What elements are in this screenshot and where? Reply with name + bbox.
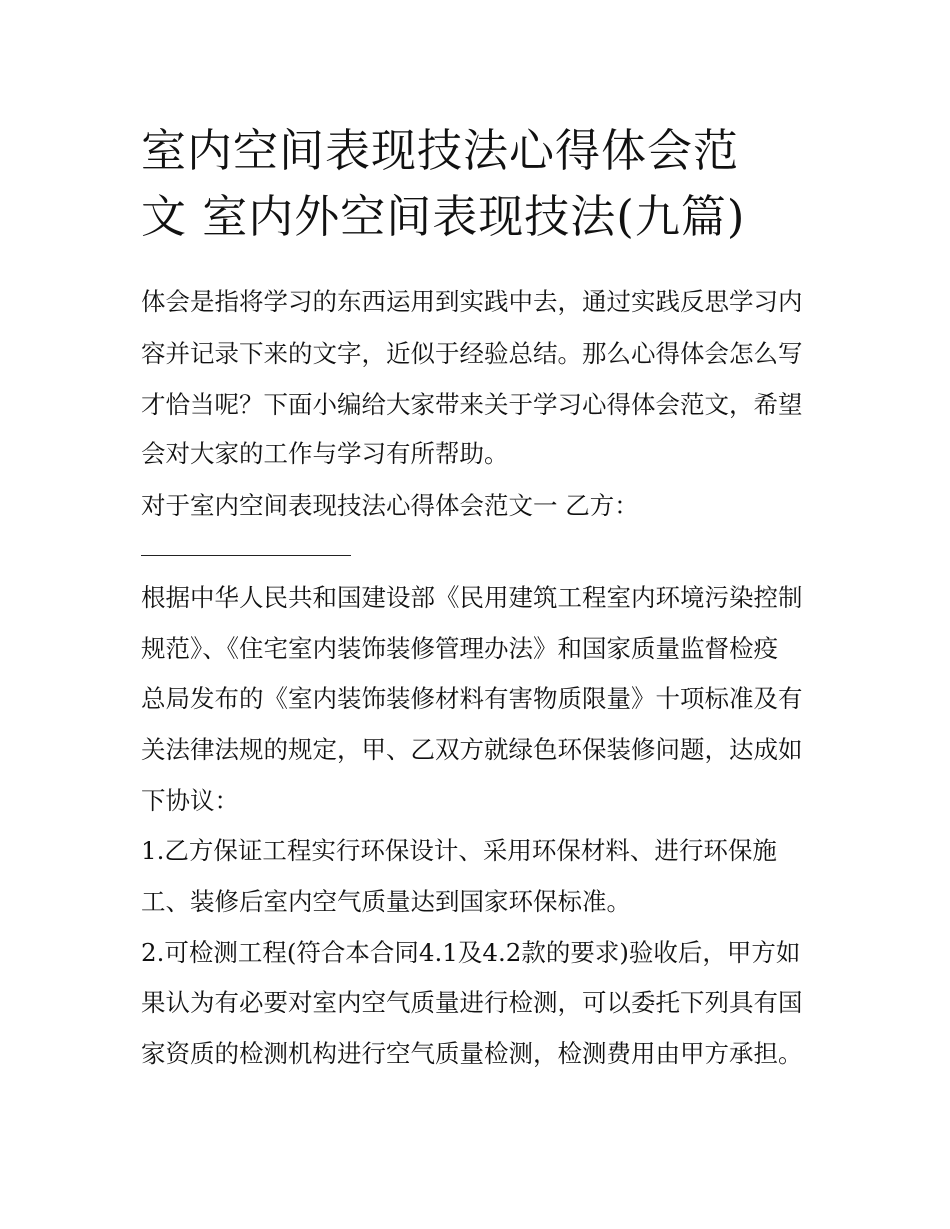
basis-line-1: 根据中华人民共和国建设部《民用建筑工程室内环境污染控制	[141, 583, 803, 612]
basis-line-4: 关法律法规的规定，甲、乙双方就绿色环保装修问题，达成如	[141, 735, 803, 764]
title-line-1: 室内空间表现技法心得体会范	[141, 124, 740, 177]
clause-2-line-1: 2.可检测工程(符合本合同4.1及4.2款的要求)验收后，甲方如	[141, 938, 801, 967]
clause-2-line-2: 果认为有必要对室内空气质量进行检测，可以委托下列具有国	[141, 988, 803, 1017]
section-heading: 对于室内空间表现技法心得体会范文一 乙方：	[141, 491, 639, 520]
clause-2-line-3: 家资质的检测机构进行空气质量检测，检测费用由甲方承担。	[141, 1039, 803, 1068]
page-title	[141, 118, 821, 250]
intro-line-4: 会对大家的工作与学习有所帮助。	[141, 439, 509, 468]
basis-line-2: 规范》、《住宅室内装饰装修管理办法》和国家质量监督检疫	[141, 634, 778, 663]
clause-1-line-1: 1.乙方保证工程实行环保设计、采用环保材料、进行环保施	[141, 836, 777, 865]
basis-line-3: 总局发布的《室内装饰装修材料有害物质限量》十项标准及有	[141, 684, 803, 713]
title-line-2: 文 室内外空间表现技法(九篇)	[141, 190, 746, 243]
basis-line-5: 下协议：	[141, 786, 239, 815]
intro-line-1: 体会是指将学习的东西运用到实践中去，通过实践反思学习内	[141, 287, 803, 316]
intro-line-3: 才恰当呢？下面小编给大家带来关于学习心得体会范文，希望	[141, 390, 803, 419]
clause-1-line-2: 工、装修后室内空气质量达到国家环保标准。	[141, 887, 631, 916]
intro-line-2: 容并记录下来的文字，近似于经验总结。那么心得体会怎么写	[141, 339, 803, 368]
signature-blank-line	[141, 555, 351, 556]
